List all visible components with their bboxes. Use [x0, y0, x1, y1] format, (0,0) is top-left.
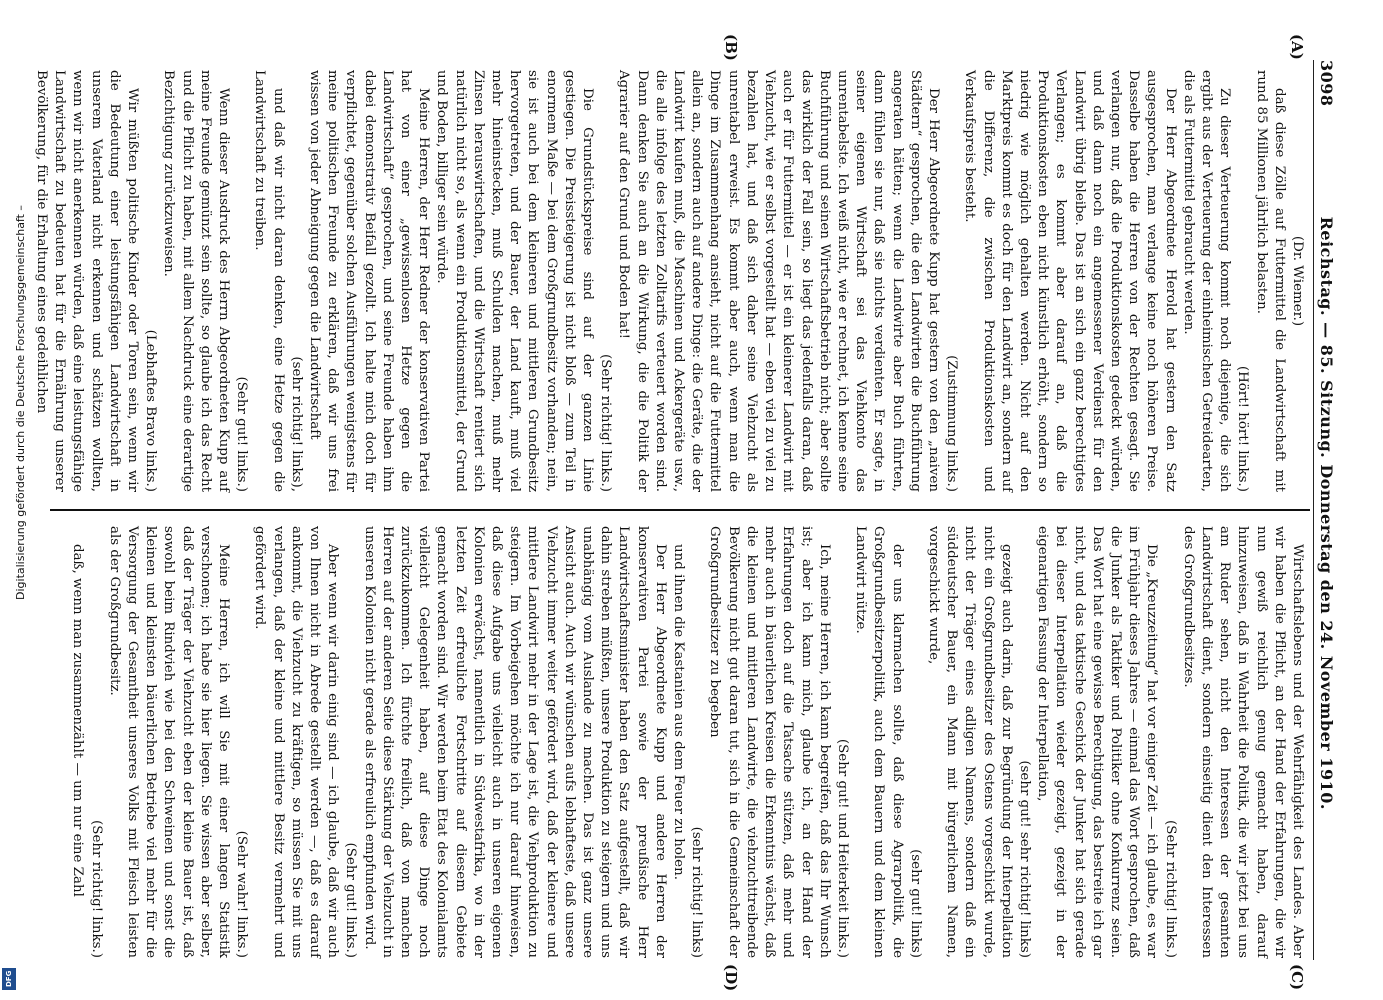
paragraph: Wirtschaftslebens und der Wehrfähigkeit des Landes. Aber wir haben die Pflicht, an der Hand der Erfahrungen, die wir nun gewiß reichlich genug gemacht haben, darauf hinzuweisen, daß in Wahrheit die Politik, die wir jetzt bei uns am Ruder sehen, nicht den Interessen der gesamten Landwirtschaft dient, sondern einseitig dient den Interessen des Großgrundbesitzes. [1180, 526, 1305, 958]
paragraph: Ich, meine Herren, ich kann begreifen, daß das Ihr Wunsch ist; aber ich kann mich, glaube ich, an der Hand der Erfahrungen doch auf die Tatsache stützen, daß mehr und mehr auch in bäuerlichen Kreisen die Erkenntnis wächst, daß die kleinen und mittleren Landwirte, die viehzuchttreibende Bevölkerung nicht gut daran tut, sich in die Gemeinschaft der Großgrundbesitzer zu begeben [707, 526, 832, 958]
left-column [33, 60, 1306, 492]
interjection: (Lebhaftes Bravo links.) [143, 329, 159, 492]
margin-marker-c: (C) [1288, 964, 1306, 991]
paragraph: Der Herr Abgeordnete Kupp und andere Herren der konservativen Partei sowie der preußische Herr Landwirtschaftsminister haben den Satz aufgestellt, daß wir dahin streben müßten, unsere Produktion zu steigern und uns unabhängig vom Auslande zu machen. Das ist ganz unsere Ansicht auch. Auch wir wünschen aufs lebhafteste, daß unsere Viehzucht immer weiter gefördert wird, daß der kleinere und mittlere Landwirt mehr in der Lage ist, die Viehproduktion zu steigern. Im Vorbeigehen möchte ich nur darauf hinweisen, daß diese Aufgabe uns vielleicht auch in unseren eigenen Kolonien erwächst, namentlich in Südwestafrika, wo in der letzten Zeit erfreuliche Fortschritte auf diesem Gebiete gemacht worden sind. Wir werden beim Etat des Kolonialamts vielleicht Gelegenheit haben, auf diese Dinge noch zurückzukommen. Ich fürchte freilich, daß von manchen Herren auf der anderen Seite diese Stärkung der Viehzucht in unseren Kolonien nicht gerade als erfreulich empfunden wird. [361, 526, 668, 958]
page-number: 3098 [1317, 60, 1337, 107]
paragraph: Meine Herren, der Herr Redner der konservativen Partei hat von einer „gewissenlosen Hetze gegen die Landwirtschaft“ gesprochen, und seine Freunde haben ihm dabei demonstrativ Beifall gezollt. Ich halte mich doch für verpflichtet, gegenüber solchen Ausführungen wenigstens für meine politischen Freunde zu erklären, daß wir uns frei wissen von jeder Abneigung gegen die Landwirtschaft [307, 70, 432, 492]
paragraph: und daß wir nicht daran denken, eine Hetze gegen die Landwirtschaft zu treiben. [252, 70, 286, 492]
page-title: Reichstag. — 85. Sitzung. Donnerstag den 24. November 1910. [1317, 216, 1337, 810]
interjection: (Sehr richtig! links.) [598, 354, 614, 492]
paragraph: Wir müßten politische Kinder oder Toren sein, wenn wir die Bedeutung einer leistungsfähigen Landwirtschaft in unserem Vaterland nicht erkennen und schätzen wollten, wenn wir nicht anerkennen würden, daß eine leistungsfähige Landwirtschaft zu bedeuten hat für die Ernährung unserer Bevölkerung, für die Erhaltung eines gedeihlichen [33, 70, 140, 492]
interjection: (sehr richtig! links), [288, 356, 304, 492]
interjection: (sehr richtig! links) [689, 826, 705, 958]
interjection: (Zustimmung links.) [944, 355, 960, 492]
margin-marker-b: (B) [722, 34, 740, 61]
interjection: (Hört! hört! links.) [1235, 365, 1251, 492]
paragraph: der uns klarmachen sollte, daß diese Agrarpolitik, die Großgrundbesitzerpolitik, auch dem Bauern und dem kleinen Landwirt nütze. [853, 526, 905, 958]
right-column [50, 526, 1306, 958]
digitization-credit-text: Digitalisierung gefördert durch die Deutsche Forschungsgemeinschaft – [14, 205, 27, 600]
document-page [33, 34, 1340, 992]
paragraph: Zu dieser Verteuerung kommt noch diejenige, die sich ergibt aus der Verteuerung der einheimischen Getreidearten, die als Futtermittel gebraucht werden. [1180, 70, 1233, 492]
interjection: (Sehr wahr! links.) [234, 830, 250, 958]
margin-marker-d: (D) [722, 964, 740, 992]
interjection: (sehr gut! sehr richtig! links) [1016, 760, 1032, 958]
paragraph: Wenn dieser Ausdruck des Herrn Abgeordneten Kupp auf meine Freunde gemünzt sein sollte, so glaube ich das Recht und die Pflicht zu haben, mit allem Nachdruck eine derartige Bezichtigung zurückzuweisen. [161, 70, 232, 492]
paragraph: Die Grundstückspreise sind auf der ganzen Linie gestiegen. Die Preissteigerung ist nicht bloß — zum Teil in enormem Maße — bei dem Großgrundbesitz vorhanden; nein, sie ist auch bei dem kleineren und mittleren Grundbesitz hervorgetreten, und der Bauer, der Land kauft, muß viel mehr hineinstecken, muß Schulden machen, muß mehr Zinsen herauswirtschaften, und die Wirtschaft rentiert sich natürlich nicht so, als wenn ein Produktionsmittel, der Grund und Boden, billiger sein würde. [434, 70, 596, 492]
paragraph: Meine Herren, ich will Sie mit einer langen Statistik verschonen; ich habe sie hier liegen. Sie wissen aber selber, daß der Träger der Viehzucht eben der kleine Bauer ist, daß sowohl beim Rindvieh wie bei den Schweinen und sonst die kleinen und kleinsten bäuerlichen Betriebe viel mehr für die Versorgung der Gesamtheit unseres Volks mit Fleisch leisten als der Großgrundbesitz. [106, 526, 232, 958]
interjection: (sehr gut! links) [907, 849, 923, 958]
interjection: (Sehr gut! links.) [343, 842, 359, 958]
speaker-label: (Dr. Wiemer.) [1290, 235, 1305, 327]
paragraph: daß diese Zölle auf Futtermittel die Landwirtschaft mit rund 85 Millionen jährlich belasten. [1253, 70, 1287, 492]
paragraph: daß, wenn man zusammenzählt — um nur eine Zahl [70, 544, 86, 897]
interjection: (Sehr gut! und Heiterkeit links.) [834, 738, 850, 958]
interjection: (Sehr richtig! links.) [88, 820, 104, 958]
column-divider [50, 509, 1310, 511]
interjection: (Sehr richtig! links.) [1162, 820, 1178, 958]
page-header [1313, 60, 1340, 960]
dfg-logo: DFG [2, 968, 16, 990]
paragraph: Der Herr Abgeordnete Herold hat gestern den Satz ausgesprochen, man verlange keine noch höheren Preise. Dasselbe haben die Herren von der Rechten gesagt. Sie verlangen nur, daß die Produktionskosten gedeckt würden, und daß dann noch ein angemessener Verdienst für den Landwirt übrig bleibe. Das ist an sich ein ganz berechtigtes Verlangen; es kommt aber darauf an, daß die Produktionskosten eben nicht künstlich erhöht, sondern so niedrig wie möglich gehalten werden. Nicht auf den Marktpreis kommt es doch für den Landwirt an, sondern auf die Differenz, die zwischen Produktionskosten und Verkaufspreis besteht. [962, 70, 1178, 492]
paragraph: Aber wenn wir darin einig sind — ich glaube, daß wir auch von Ihnen nicht in Abrede gestellt werden —, daß es darauf ankommt, die Viehzucht zu kräftigen, so müssen Sie mit uns verlangen, daß der kleine und mittlere Besitz vermehrt und gefördert wird. [252, 526, 341, 958]
paragraph: Die „Kreuzzeitung“ hat vor einiger Zeit — ich glaube, es war im Frühjahr dieses Jahres — einmal das Wort gesprochen, daß die Junker als Taktiker und Politiker ohne Konkurrenz seien. Das Wort hat eine gewisse Berechtigung, das bestreite ich gar nicht, und das taktische Geschick der Junker hat sich gerade bei dieser Interpellation wieder gezeigt, gezeigt in der eigenartigen Fassung der Interpellation, [1035, 526, 1160, 958]
margin-marker-a: (A) [1288, 34, 1306, 60]
paragraph: gezeigt auch darin, daß zur Begründung der Interpellation nicht ein Großgrundbesitzer des Ostens vorgeschickt wurde, nicht der Träger eines adligen Namens, sondern daß ein süddeutscher Bauer, ein Mann mit bürgerlichem Namen, vorgeschickt wurde, [925, 526, 1014, 958]
paragraph: und ihnen die Kastanien aus dem Feuer zu holen. [671, 544, 687, 880]
digitization-credit [0, 0, 27, 1000]
paragraph: Der Herr Abgeordnete Kupp hat gestern von den „naiven Städtern“ gesprochen, die den Landwirten die Buchführung angeraten hätten; wenn die Landwirte aber Buch führten, dann fühlen sie nur, daß sie nichts verdienten. Er sagte, in seiner eigenen Wirtschaft sei das Viehkonto das unrentabelste. Ich weiß nicht, wie er rechnet, ich kenne seine Buchführung und seinen Wirtschaftsbetrieb nicht; aber sollte das wirklich der Fall sein, so liegt das jedenfalls daran, daß auch er für Futtermittel — er ist ein kleinerer Landwirt mit Viehzucht, wie er selbst vorgestellt hat — eben viel zu viel zu bezahlen hat, und daß sich daher seine Viehzucht als unrentabel erweist. Es kommt aber auch, wenn man die Dinge im Zusammenhang ansieht, nicht auf die Futtermittel allein an, sondern auch auf andere Dinge: die Geräte, die der Landwirt kaufen muß, die Maschinen und Ackergeräte usw., die alle infolge des letzten Zolltarifs verteuert worden sind. Dann denken Sie auch an die Wirkung, die die Politik der Agrarier auf den Grund und Boden hat! [616, 70, 941, 492]
interjection: (Sehr gut! links.) [234, 376, 250, 492]
